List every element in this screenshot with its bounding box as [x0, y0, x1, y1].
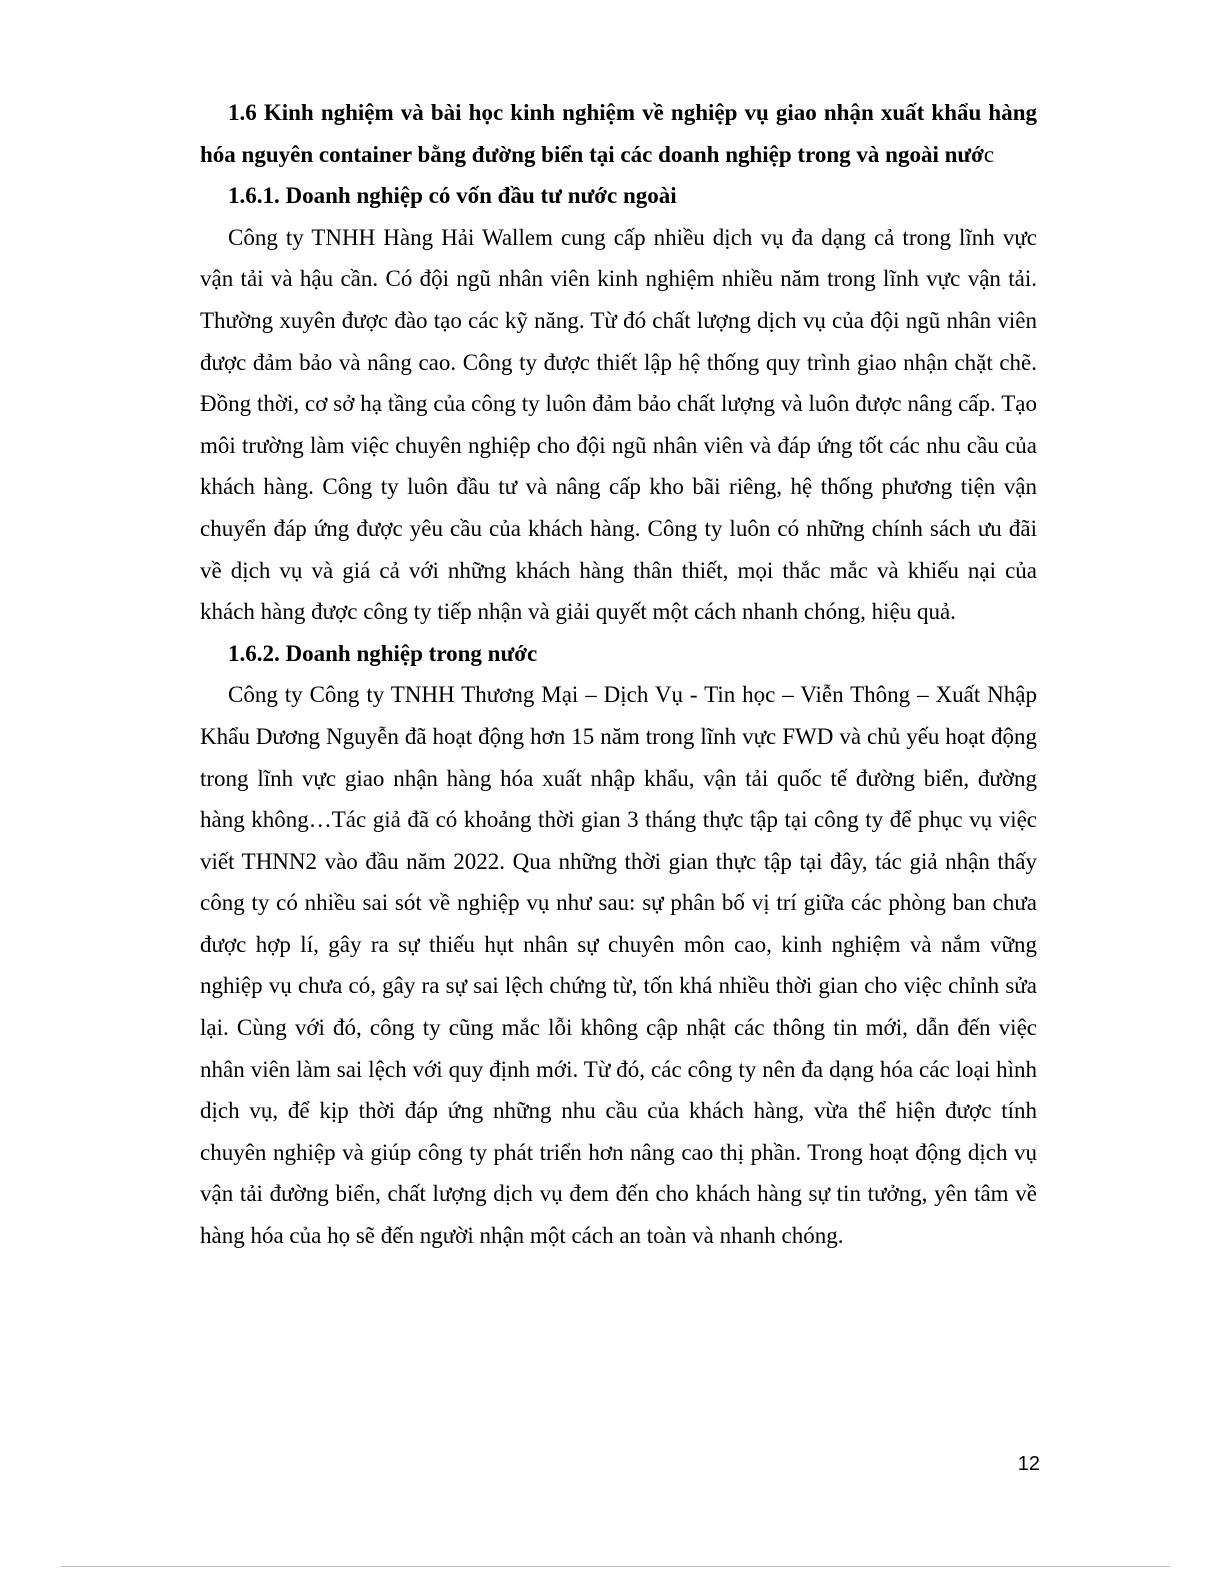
- page-bottom-divider: [60, 1566, 1170, 1567]
- page-number: 12: [1017, 1453, 1040, 1475]
- section-1-6-1-heading: 1.6.1. Doanh nghiệp có vốn đầu tư nước ngoài: [228, 183, 677, 209]
- document-page: [200, 92, 1037, 1257]
- section-1-6-heading: [200, 92, 1037, 175]
- section-1-6-1-paragraph: Công ty TNHH Hàng Hải Wallem cung cấp nhiều dịch vụ đa dạng cả trong lĩnh vực vận tải và hậu cần. Có đội ngũ nhân viên kinh nghiệm nhiều năm trong lĩnh vực vận tải. Thường xuyên được đào tạo các kỹ năng. Từ đó chất lượng dịch vụ của đội ngũ nhân viên được đảm bảo và nâng cao. Công ty được thiết lập hệ thống quy trình giao nhận chặt chẽ. Đồng thời, cơ sở hạ tầng của công ty luôn đảm bảo chất lượng và luôn được nâng cấp. Tạo môi trường làm việc chuyên nghiệp cho đội ngũ nhân viên và đáp ứng tốt các nhu cầu của khách hàng. Công ty luôn đầu tư và nâng cấp kho bãi riêng, hệ thống phương tiện vận chuyển đáp ứng được yêu cầu của khách hàng. Công ty luôn có những chính sách ưu đãi về dịch vụ và giá cả với những khách hàng thân thiết, mọi thắc mắc và khiếu nại của khách hàng được công ty tiếp nhận và giải quyết một cách nhanh chóng, hiệu quả.: [200, 224, 1037, 625]
- section-1-6-2-heading: 1.6.2. Doanh nghiệp trong nước: [228, 640, 538, 666]
- section-1-6-heading-tail: c: [983, 141, 995, 167]
- section-1-6-heading-bold: 1.6 Kinh nghiệm và bài học kinh nghiệm về nghiệp vụ giao nhận xuất khẩu hàng hóa nguyên container bằng đường biển tại các doanh nghiệp trong và ngoài nướ: [200, 100, 1037, 167]
- section-1-6-2-paragraph: Công ty Công ty TNHH Thương Mại – Dịch Vụ - Tin học – Viễn Thông – Xuất Nhập Khẩu Dương Nguyễn đã hoạt động hơn 15 năm trong lĩnh vực FWD và chủ yếu hoạt động trong lĩnh vực giao nhận hàng hóa xuất nhập khẩu, vận tải quốc tế đường biển, đường hàng không…Tác giả đã có khoảng thời gian 3 tháng thực tập tại công ty để phục vụ việc viết THNN2 vào đầu năm 2022. Qua những thời gian thực tập tại đây, tác giả nhận thấy công ty có nhiều sai sót về nghiệp vụ như sau: sự phân bố vị trí giữa các phòng ban chưa được hợp lí, gây ra sự thiếu hụt nhân sự chuyên môn cao, kinh nghiệm và nắm vững nghiệp vụ chưa có, gây ra sự sai lệch chứng từ, tốn khá nhiều thời gian cho việc chỉnh sửa lại. Cùng với đó, công ty cũng mắc lỗi không cập nhật các thông tin mới, dẫn đến việc nhân viên làm sai lệch với quy định mới. Từ đó, các công ty nên đa dạng hóa các loại hình dịch vụ, để kịp thời đáp ứng những nhu cầu của khách hàng, vừa thể hiện được tính chuyên nghiệp và giúp công ty phát triển hơn nâng cao thị phần. Trong hoạt động dịch vụ vận tải đường biển, chất lượng dịch vụ đem đến cho khách hàng sự tin tưởng, yên tâm về hàng hóa của họ sẽ đến người nhận một cách an toàn và nhanh chóng.: [200, 682, 1037, 1249]
